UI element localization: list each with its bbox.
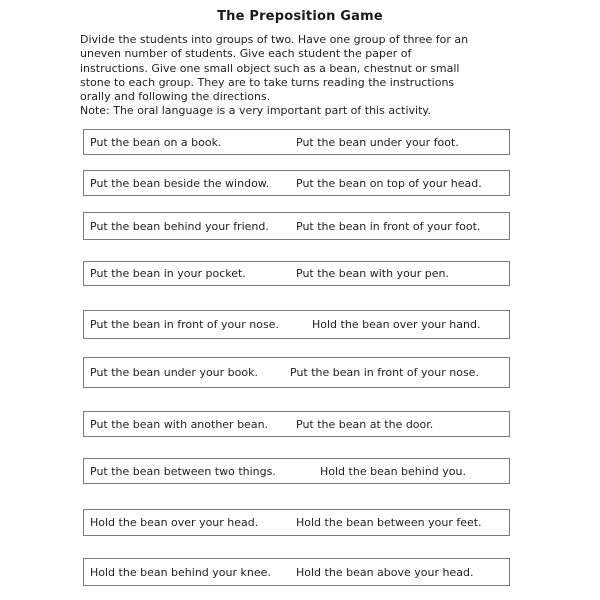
instruction-card [83,310,510,339]
intro-line: Divide the students into groups of two. Have one group of three for an [80,33,469,46]
card-right-text: Put the bean under your foot. [296,135,459,149]
instruction-card [83,129,510,155]
card-left-text: Hold the bean over your head. [90,516,259,529]
card-right-text: Put the bean on top of your head. [296,176,482,190]
page-title: The Preposition Game [217,9,383,24]
card-right-text: Put the bean in front of your foot. [296,219,481,233]
instruction-card [83,411,510,437]
card-right-text: Hold the bean behind you. [320,464,466,478]
note-line: Note: The oral language is a very important part of this activity. [80,104,431,118]
instruction-card [83,458,510,484]
intro-line: stone to each group. They are to take turns reading the instructions [80,75,455,89]
card-right-text: Hold the bean above your head. [296,565,474,579]
card-left-text: Put the bean between two things. [90,464,276,478]
card-left-text: Put the bean in front of your nose. [90,318,279,331]
card-left-text: Put the bean with another bean. [90,417,269,431]
card-left-text: Hold the bean behind your knee. [90,565,271,579]
intro-line: instructions. Give one small object such as a bean, chestnut or small [80,61,460,75]
card-left-text: Put the bean under your book. [90,366,258,379]
card-left-text: Put the bean behind your friend. [90,219,269,233]
card-right-text: Put the bean with your pen. [296,267,450,280]
card-left-text: Put the bean beside the window. [90,176,270,190]
card-left-text: Put the bean on a book. [90,135,222,149]
card-right-text: Put the bean at the door. [296,417,434,431]
card-right-text: Put the bean in front of your nose. [290,366,479,379]
intro-line: orally and following the directions. [80,90,271,104]
intro-line: uneven number of students. Give each student the paper of [80,47,412,61]
instruction-card [83,558,510,586]
instruction-card [83,261,510,286]
instruction-card [83,509,510,536]
instructions-paragraph [80,33,530,119]
instruction-card [83,212,510,240]
card-right-text: Hold the bean between your feet. [296,516,482,529]
instruction-card [83,170,510,196]
card-right-text: Hold the bean over your hand. [312,318,481,331]
instruction-card [83,357,510,388]
card-left-text: Put the bean in your pocket. [90,267,246,280]
